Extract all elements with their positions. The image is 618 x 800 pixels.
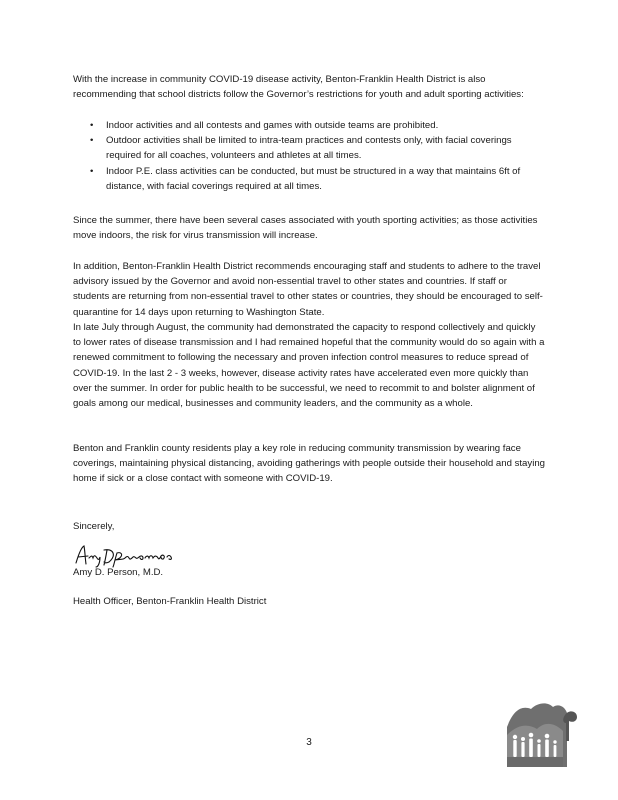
benton-franklin-health-district-logo-icon <box>507 701 577 767</box>
bullet-icon: • <box>90 135 94 147</box>
closing-salutation: Sincerely, <box>73 521 115 532</box>
list-item: • Indoor activities and all contests and games with outside teams are prohibited. <box>73 118 545 133</box>
summer-cases-paragraph: Since the summer, there have been several cases associated with youth sporting activities; as those activities move indoors, the risk for virus transmission will increase. <box>73 215 538 242</box>
sports-restrictions-list <box>73 118 545 194</box>
page-number: 3 <box>306 737 312 748</box>
travel-advisory-paragraph: In addition, Benton-Franklin Health District recommends encouraging staff and students to adhere to the travel advisory issued by the Governor and avoid non-essential travel to other states and countries. If staff or students are returning from non-essential travel to other states or countries, they should be encouraged to self-quarantine for 14 days upon returning to Washington State. <box>73 261 543 318</box>
residents-role-paragraph: Benton and Franklin county residents play a key role in reducing community transmission by wearing face coverings, maintaining physical distancing, avoiding gatherings with people outside their household and staying home if sick or a close contact with someone with COVID-19. <box>73 443 545 485</box>
community-response-paragraph: In late July through August, the community had demonstrated the capacity to respond collectively and quickly to lower rates of disease transmission and I had remained hopeful that the community would do so again with a renewed commitment to following the necessary and proven infection control measures to reduce spread of COVID-19. In the last 2 - 3 weeks, however, disease activity rates have accelerated even more quickly than over the summer. In order for public health to be successful, we need to recommit to and bolster alignment of goals among our medical, businesses and community leaders, and the community as a whole. <box>73 322 545 410</box>
signer-name: Amy D. Person, M.D. <box>73 567 164 578</box>
list-item: • Outdoor activities shall be limited to intra-team practices and contests only, with facial coverings required for all coaches, volunteers and athletes at all times. <box>90 135 512 162</box>
intro-paragraph: With the increase in community COVID-19 disease activity, Benton-Franklin Health District is also recommending that school districts follow the Governor’s restrictions for youth and adult sporting activities: <box>73 74 524 101</box>
list-item: • Indoor P.E. class activities can be conducted, but must be structured in a way that maintains 6ft of distance, with facial coverings required at all times. <box>90 165 521 192</box>
signer-title: Health Officer, Benton-Franklin Health District <box>73 596 267 607</box>
bullet-icon: • <box>90 165 94 177</box>
bullet-icon: • <box>90 120 94 131</box>
